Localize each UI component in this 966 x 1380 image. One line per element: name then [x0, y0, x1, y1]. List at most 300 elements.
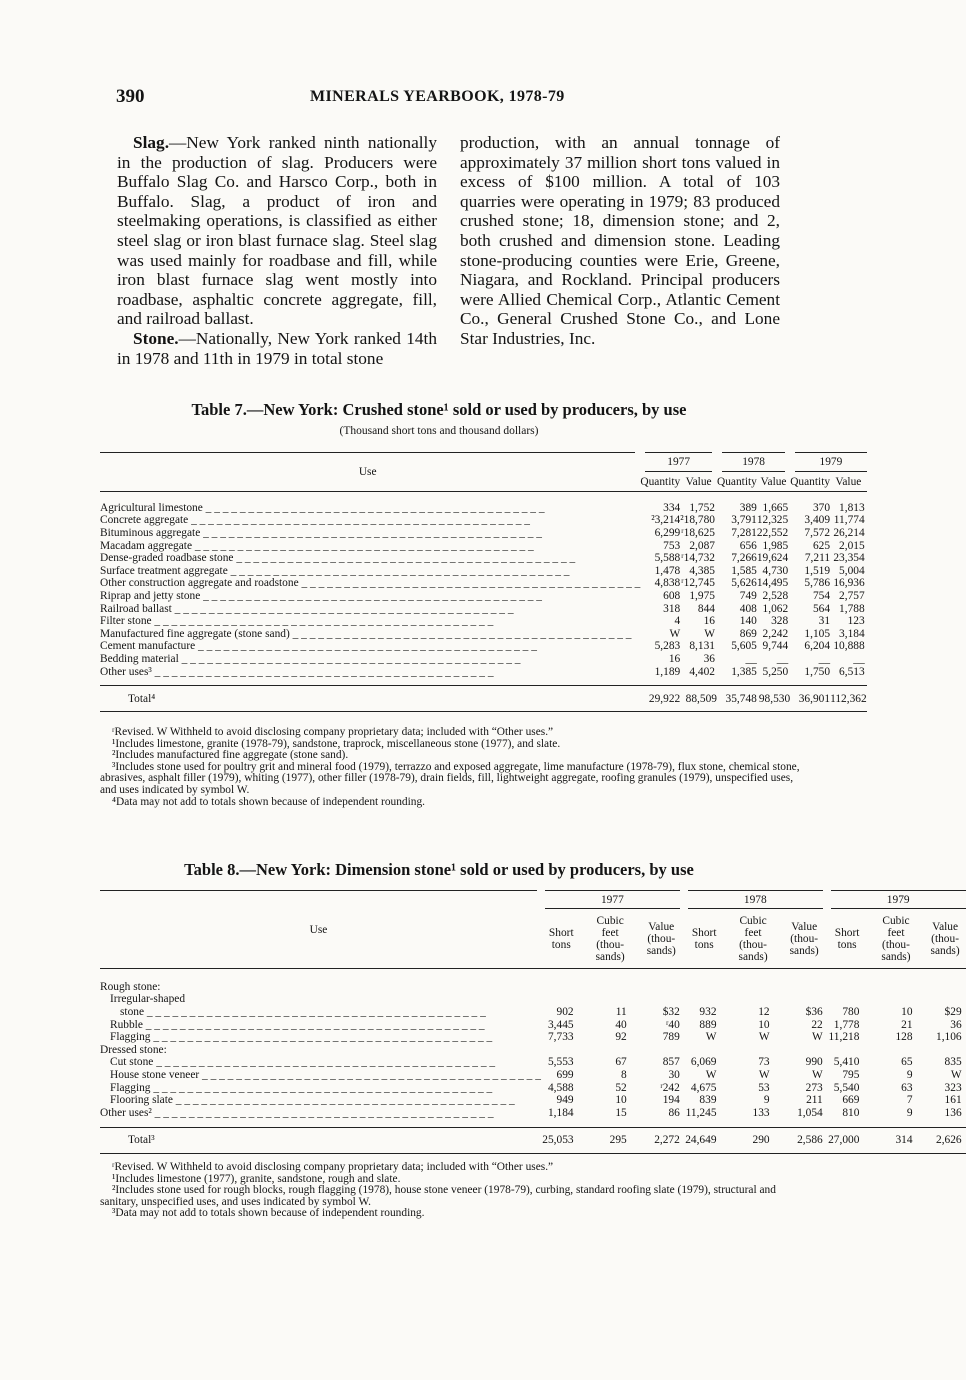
text-column-right [460, 133, 780, 349]
separator-row [100, 678, 867, 686]
table8-value-cell [782, 1043, 827, 1056]
table8-value-cell: 22 [811, 1018, 823, 1031]
table7-total-cell: 35,748 [725, 692, 757, 705]
table8-value-cell [867, 981, 924, 994]
table8-row [100, 1006, 966, 1019]
separator-row [100, 1119, 966, 1127]
table7-row [100, 577, 867, 590]
table8-value-cell: 10 [901, 1005, 913, 1018]
table8-row [100, 1018, 966, 1031]
table8-use-cell: Flagging _ _ _ _ _ _ _ _ _ _ _ _ _ _ _ _ _ _ _ _ _ _ _ _ _ _ _ _ _ _ _ _ _ _ _ _ _ _ _ _ [110, 1031, 493, 1044]
table7-value-cell: 869 [739, 627, 757, 640]
table7-value-cell: 4,385 [689, 564, 715, 577]
table8-value-cell [639, 981, 684, 994]
table8-total-row [100, 1127, 966, 1153]
page-number: 390 [116, 86, 145, 107]
stone-text-left: Nationally, New York ranked 14th in 1978 and 11th in 1979 in total stone [117, 328, 437, 368]
table8-cubic-feet-header: Cubic feet (thou-sands) [595, 914, 625, 963]
table8-value-cell: 86 [668, 1106, 680, 1119]
slag-paragraph: Slag.—New York ranked ninth nationally in the production of slag. Producers were Buffalo Slag Co. and Harsco Corp., both in Buffalo. Slag, a product of iron and steelmaking operations, is classified as either steel slag or iron blast furnace slag. Steel slag was used mainly for roadbase and fill, while iron blast furnace slag went mostly into roadbase, asphaltic concrete aggregate, fill, and railroad ballast. [117, 133, 437, 329]
table8-value-cell: W [758, 1031, 770, 1044]
table8-value-cell: 780 [842, 1005, 860, 1018]
table7-value-cell: 7,266 [731, 552, 757, 565]
slag-label: Slag. [133, 133, 170, 152]
table8-value-cell [582, 981, 639, 994]
table7-value-cell: 3,184 [839, 627, 865, 640]
table8-total-cell: 27,000 [828, 1134, 860, 1147]
table7-value-cell: 5,786 [804, 577, 831, 590]
table8-value-cell: 990 [805, 1056, 823, 1069]
table8-use-cell: stone _ _ _ _ _ _ _ _ _ _ _ _ _ _ _ _ _ _ _ _ _ _ _ _ _ _ _ _ _ _ _ _ _ _ _ _ _ _ _ _ [120, 1005, 486, 1018]
table7-use-header: Use [100, 453, 640, 492]
table8-short-tons-header: Short tons [691, 926, 717, 951]
table8-value-cell: 795 [842, 1068, 860, 1081]
table7-value-cell: 8,131 [689, 640, 715, 653]
table7-value-header: Value [760, 475, 787, 488]
table8-value-cell: 949 [556, 1094, 574, 1107]
running-title: MINERALS YEARBOOK, 1978-79 [310, 88, 565, 105]
table7-value-cell: 564 [812, 602, 831, 615]
table7-value-cell: 4,402 [689, 665, 715, 678]
table7-use-cell: Railroad ballast _ _ _ _ _ _ _ _ _ _ _ _ _ _ _ _ _ _ _ _ _ _ _ _ _ _ _ _ _ _ _ _ _ _ _ _ _ _ _ _ [100, 602, 514, 615]
table8-value-cell: 11 [615, 1005, 627, 1018]
spacer-row [100, 492, 867, 502]
table7-value-cell: 11,774 [833, 514, 865, 527]
table7-value-cell: 753 [663, 539, 681, 552]
table8-value-cell: 1,106 [936, 1031, 962, 1044]
table8-value-cell: 7,733 [547, 1031, 574, 1044]
table8-value-cell [582, 1043, 639, 1056]
table7-value-cell: 2,757 [839, 589, 865, 602]
table7-total-cell: 112,362 [830, 692, 867, 705]
table7-use-cell: Filter stone _ _ _ _ _ _ _ _ _ _ _ _ _ _ _ _ _ _ _ _ _ _ _ _ _ _ _ _ _ _ _ _ _ _ _ _ _ _ _ _ [100, 615, 494, 628]
table8-value-cell: ʳ40 [665, 1018, 680, 1031]
table8-value-cell: 10 [615, 1094, 627, 1107]
table8-value-cell: 8 [621, 1068, 627, 1081]
table7-year-header: 1978 [717, 453, 790, 472]
table7-value-cell: 318 [663, 602, 681, 615]
table8-value-cell: 73 [758, 1056, 770, 1069]
table7-value-header: Value [685, 475, 712, 488]
slag-text: New York ranked ninth nationally in the production of slag. Producers were Buffalo Slag Co. and Harsco Corp., both in Buffalo. Slag, a product of iron and steelmaking operations, is classified as either steel slag or iron blast furnace slag. Steel slag was used mainly for roadbase and fill, while iron blast furnace slag went mostly into roadbase, asphaltic concrete aggregate, fill, and railroad ballast. [117, 133, 437, 329]
table7-value-cell: 10,888 [833, 640, 865, 653]
table8-value-header: Value (thou-sands) [930, 920, 960, 957]
stone-text-right: production, with an annual tonnage of approximately 37 million short tons valued in excess of $100 million. A total of 103 quarries were operating in 1979; 83 produced crushed stone; 18, dimension stone; and 2, both crushed and dimension stone. Leading stone-producing counties were Erie, Greene, Niagara, and Rockland. Principal producers were Allied Chemical Corp., Atlantic Cement Co., General Crushed Stone Co., and Lone Star Industries, Inc. [460, 133, 780, 348]
table7-value-cell: 14,495 [756, 577, 789, 590]
table7-value-cell: 1,062 [762, 602, 789, 615]
table7-total-cell: 98,530 [758, 692, 791, 705]
table8-value-cell: 211 [806, 1094, 823, 1107]
table8-value-cell: 92 [615, 1031, 627, 1044]
table7-use-cell: Agricultural limestone _ _ _ _ _ _ _ _ _ _ _ _ _ _ _ _ _ _ _ _ _ _ _ _ _ _ _ _ _ _ _ _ _ _ _ _ _ _ _ _ [100, 501, 545, 514]
table7-value-cell: 5,605 [731, 640, 757, 653]
table7-use-cell: Bituminous aggregate _ _ _ _ _ _ _ _ _ _ _ _ _ _ _ _ _ _ _ _ _ _ _ _ _ _ _ _ _ _ _ _ _ _ _ _ _ _ _ _ [100, 526, 542, 539]
table8-value-cell: 36 [950, 1018, 962, 1031]
table7-value-cell: 608 [663, 589, 681, 602]
spacer-cell [100, 492, 867, 502]
table8-row [100, 1081, 966, 1094]
table7-row [100, 514, 867, 527]
table8-value-cell: W [705, 1068, 717, 1081]
table7-use-cell: Manufactured fine aggregate (stone sand) _ _ _ _ _ _ _ _ _ _ _ _ _ _ _ _ _ _ _ _ _ _ _ _ _ _ _ _ _ _ _ _ _ _ _ _ _ _ _ _ [100, 627, 632, 640]
table7-value-cell: 1,385 [731, 665, 757, 678]
table8-value-cell: $32 [662, 1005, 680, 1018]
table7-use-cell: Other uses³ _ _ _ _ _ _ _ _ _ _ _ _ _ _ _ _ _ _ _ _ _ _ _ _ _ _ _ _ _ _ _ _ _ _ _ _ _ _ _ _ [100, 665, 494, 678]
table8-value-cell: 789 [662, 1031, 680, 1044]
table8-value-cell: 12 [758, 1005, 770, 1018]
table7-value-cell: 5,588 [654, 552, 681, 565]
table7-value-cell: 7,211 [804, 552, 831, 565]
table8-value-header: Value (thou-sands) [789, 920, 819, 957]
table8-value-cell: 1,778 [833, 1018, 860, 1031]
table7-value-cell: 1,519 [804, 564, 831, 577]
table7-value-cell: 4 [674, 615, 681, 628]
table7-row [100, 640, 867, 653]
table7-total-cell: 36,901 [798, 692, 831, 705]
table8-row [100, 1094, 966, 1107]
table7-value-cell: 370 [812, 501, 831, 514]
table8-row [100, 1043, 966, 1056]
table8-row [100, 1106, 966, 1119]
table8-row [100, 993, 966, 1006]
table7-value-cell: 3,409 [804, 514, 831, 527]
table8-use-cell: Flooring slate _ _ _ _ _ _ _ _ _ _ _ _ _ _ _ _ _ _ _ _ _ _ _ _ _ _ _ _ _ _ _ _ _ _ _ _ _ _ _ _ [110, 1094, 515, 1107]
table7-use-cell: Surface treatment aggregate _ _ _ _ _ _ _ _ _ _ _ _ _ _ _ _ _ _ _ _ _ _ _ _ _ _ _ _ _ _ _ _ _ _ _ _ _ _ _ _ [100, 564, 570, 577]
separator-cell [100, 1119, 966, 1127]
table8-value-header: Value (thou-sands) [646, 920, 676, 957]
table8-value-cell: 67 [615, 1056, 627, 1069]
table8-use-cell: Flagging _ _ _ _ _ _ _ _ _ _ _ _ _ _ _ _ _ _ _ _ _ _ _ _ _ _ _ _ _ _ _ _ _ _ _ _ _ _ _ _ [110, 1081, 493, 1094]
table8-value-cell: 669 [842, 1094, 860, 1107]
table8-value-cell: 9 [906, 1068, 913, 1081]
table8-total-cell: 290 [752, 1134, 770, 1147]
table8-row [100, 1031, 966, 1044]
table7-year-header: 1979 [790, 453, 866, 472]
table8-value-cell: 323 [944, 1081, 962, 1094]
table8-year-header: 1977 [541, 891, 684, 909]
table7-value-cell: 656 [739, 539, 757, 552]
table8-value-cell [725, 981, 782, 994]
table7-value-cell: 2,015 [839, 539, 865, 552]
table8-value-cell [925, 1043, 966, 1056]
table7-value-cell: 1,665 [762, 501, 789, 514]
separator-cell [100, 678, 867, 686]
table7-value-cell: 3,791 [731, 514, 757, 527]
table7-footnotes [100, 727, 800, 808]
table8-value-cell [639, 993, 684, 1006]
table8-value-cell: 53 [758, 1081, 770, 1094]
table8-total-cell: 314 [895, 1134, 913, 1147]
table7-value-cell: 754 [812, 589, 831, 602]
table7-value-cell: 1,750 [804, 665, 831, 678]
table7-value-header: Value [835, 475, 862, 488]
table8-value-cell [684, 993, 725, 1006]
table8-value-cell: 4,675 [690, 1081, 717, 1094]
table7-use-cell: Other construction aggregate and roadstone _ _ _ _ _ _ _ _ _ _ _ _ _ _ _ _ _ _ _ _ _ _ _ _ _ _ _ _ _ _ _ _ _ _ _ _ _ _ _ _ [100, 577, 641, 590]
table8-total-cell: 25,053 [542, 1134, 574, 1147]
table7-subtitle: (Thousand short tons and thousand dollars) [339, 425, 539, 437]
table7-value-cell: 5,004 [839, 564, 865, 577]
table8-value-cell: W [811, 1068, 823, 1081]
table7-row [100, 653, 867, 666]
table8-value-cell [541, 1043, 582, 1056]
table8-value-cell [541, 993, 582, 1006]
table8-value-cell: 5,553 [547, 1056, 574, 1069]
table7-value-cell: 16,936 [833, 577, 865, 590]
text-column-left [117, 133, 437, 368]
table8-row [100, 1069, 966, 1082]
table7-total-cell: 29,922 [648, 692, 681, 705]
table7-row [100, 564, 867, 577]
table7-value-cell: 19,624 [756, 552, 789, 565]
table7-title: Table 7.—New York: Crushed stone¹ sold or used by producers, by use [191, 400, 687, 419]
table8-value-cell [782, 981, 827, 994]
table7-quantity-header: Quantity [716, 475, 757, 488]
table8-value-cell: 128 [895, 1031, 913, 1044]
table8-value-cell: 30 [668, 1068, 680, 1081]
table8-value-cell: W [705, 1031, 717, 1044]
table7-value-cell: __ [853, 652, 865, 665]
table8-value-cell: ʳ242 [660, 1081, 680, 1094]
table7-use-cell: Macadam aggregate _ _ _ _ _ _ _ _ _ _ _ _ _ _ _ _ _ _ _ _ _ _ _ _ _ _ _ _ _ _ _ _ _ _ _ _ _ _ _ _ [100, 539, 534, 552]
table8-footnote: ¹Includes limestone (1977), granite, sandstone, rough and slate. [112, 1172, 401, 1185]
table7-value-cell: __ [776, 652, 789, 665]
table8-value-cell: 3,445 [547, 1018, 574, 1031]
table8-value-cell: W [811, 1031, 823, 1044]
table8-value-cell: 133 [752, 1106, 770, 1119]
table7-value-cell: 328 [771, 615, 789, 628]
table7-value-cell: 844 [697, 602, 715, 615]
table8-use-cell: Cut stone _ _ _ _ _ _ _ _ _ _ _ _ _ _ _ _ _ _ _ _ _ _ _ _ _ _ _ _ _ _ _ _ _ _ _ _ _ _ _ _ [110, 1056, 496, 1069]
table7-use-cell: Cement manufacture _ _ _ _ _ _ _ _ _ _ _ _ _ _ _ _ _ _ _ _ _ _ _ _ _ _ _ _ _ _ _ _ _ _ _ _ _ _ _ _ [100, 640, 537, 653]
table7-value-cell: 2,087 [689, 539, 715, 552]
table7-total-row [100, 686, 867, 712]
table8-value-cell: 7 [906, 1094, 913, 1107]
table8-short-tons-header: Short tons [834, 926, 860, 951]
table8-value-cell: 889 [699, 1018, 717, 1031]
table7-value-cell: 4,838 [654, 577, 681, 590]
table8-value-cell: 5,540 [833, 1081, 860, 1094]
table7-value-cell: 1,585 [731, 564, 757, 577]
table8-value-cell: 21 [901, 1018, 913, 1031]
table7-value-cell: 123 [847, 615, 865, 628]
table8-value-cell: 902 [556, 1005, 574, 1018]
table7-value-cell: 625 [812, 539, 831, 552]
table8-value-cell [639, 1043, 684, 1056]
table7-value-cell: 6,513 [839, 665, 865, 678]
table7-quantity-header: Quantity [790, 475, 831, 488]
table7-value-cell: __ [818, 652, 831, 665]
table7-value-cell: 408 [739, 602, 757, 615]
table8-total-cell: 2,272 [654, 1134, 680, 1147]
table7-value-cell: 1,788 [839, 602, 865, 615]
table8-footnote: ²Includes stone used for rough blocks, rough flagging (1978), house stone veneer (1978-79), curbing, standard roofing slate (1979), structural and sanitary, unspecified uses, and uses indicated by symbol W. [100, 1184, 776, 1208]
table8-use-cell: House stone veneer _ _ _ _ _ _ _ _ _ _ _ _ _ _ _ _ _ _ _ _ _ _ _ _ _ _ _ _ _ _ _ _ _ _ _ _ _ _ _ _ [110, 1068, 541, 1081]
table7-row [100, 665, 867, 678]
table7-value-cell: 1,752 [689, 501, 715, 514]
table8-total-cell: 2,626 [936, 1134, 962, 1147]
table8-value-cell: 11,245 [685, 1106, 717, 1119]
table7-row [100, 552, 867, 565]
table8-value-cell: 857 [662, 1056, 680, 1069]
table7-value-cell: 1,189 [654, 665, 681, 678]
table7-row [100, 615, 867, 628]
table8-value-cell: 40 [615, 1018, 627, 1031]
table8-use-cell: Irregular-shaped [110, 993, 186, 1006]
table8-value-cell [541, 981, 582, 994]
table7-footnote: ³Includes stone used for poultry grit and mineral food (1979), terrazzo and exposed aggregate, lime manufacture (1978-79), flux stone, chemical stone, abrasives, asphalt filler (1979), whiting (1977), other filler (1978-79), drain fields, fill, lightweight aggregate, roofing granules (1979), unspecified uses, and uses indicated by symbol W. [100, 760, 800, 796]
table7-value-cell: 6,299 [654, 526, 681, 539]
table8-value-cell: 5,410 [833, 1056, 860, 1069]
table8-total-label: Total³ [128, 1134, 155, 1147]
table8-value-cell [725, 1043, 782, 1056]
table8-value-cell: 699 [556, 1068, 574, 1081]
table8-value-cell: 810 [842, 1106, 860, 1119]
table7-footnote: ¹Includes limestone, granite (1978-79), sandstone, traprock, miscellaneous stone (1977), and slate. [112, 737, 561, 750]
table7-value-cell: 6,204 [804, 640, 831, 653]
table7-value-cell: 26,214 [833, 526, 865, 539]
table7-value-cell: 140 [739, 615, 757, 628]
table7-total-label: Total⁴ [128, 692, 156, 705]
table7-value-cell: ²3,214 [651, 514, 681, 527]
table7-value-cell: 4,730 [762, 564, 789, 577]
table8-value-cell: W [950, 1068, 962, 1081]
table8-footnote: ³Data may not add to totals shown because of independent rounding. [112, 1207, 425, 1220]
table8-short-tons-header: Short tons [548, 926, 574, 951]
table7-value-cell: W [704, 627, 715, 640]
table8-value-cell [827, 1043, 868, 1056]
table8-value-cell [827, 981, 868, 994]
table8-value-cell [782, 993, 827, 1006]
table7-value-cell: 31 [818, 615, 831, 628]
table7-value-cell: 7,572 [804, 526, 831, 539]
spacer-cell [100, 969, 966, 981]
table8-value-cell: 835 [944, 1056, 962, 1069]
table8-value-cell [827, 993, 868, 1006]
table8-value-cell: 1,054 [797, 1106, 823, 1119]
table7-value-cell: 1,985 [762, 539, 789, 552]
table8-value-cell: 15 [615, 1106, 627, 1119]
table7-value-cell: ʳ14,732 [681, 552, 715, 565]
table7-value-cell: W [669, 627, 681, 640]
table7-value-cell: 2,242 [762, 627, 789, 640]
table8-cubic-feet-header: Cubic feet (thou-sands) [881, 914, 911, 963]
table8-value-cell [582, 993, 639, 1006]
table8-total-cell: 24,649 [685, 1134, 717, 1147]
table8-total-cell: 295 [609, 1134, 627, 1147]
table7-use-cell: Riprap and jetty stone _ _ _ _ _ _ _ _ _ _ _ _ _ _ _ _ _ _ _ _ _ _ _ _ _ _ _ _ _ _ _ _ _ _ _ _ _ _ _ _ [100, 589, 542, 602]
table8-use-cell: Rough stone: [100, 980, 161, 993]
table7-value-cell: ʳ12,745 [681, 577, 715, 590]
table7-footnote: ⁴Data may not add to totals shown because of independent rounding. [112, 795, 426, 808]
table7-value-cell: __ [745, 652, 757, 665]
table8-value-cell [867, 1043, 924, 1056]
table8-row [100, 1056, 966, 1069]
table7-value-cell: 749 [739, 589, 757, 602]
table7-value-cell: 1,975 [689, 589, 715, 602]
table7-year-header: 1977 [640, 453, 717, 472]
table8-value-cell: 11,218 [828, 1031, 860, 1044]
table7-use-cell: Dense-graded roadbase stone _ _ _ _ _ _ _ _ _ _ _ _ _ _ _ _ _ _ _ _ _ _ _ _ _ _ _ _ _ _ _ _ _ _ _ _ _ _ _ _ [100, 552, 576, 565]
table8-value-cell [684, 981, 725, 994]
table7-value-cell: ʳ18,625 [681, 526, 715, 539]
table7-value-cell: 16 [668, 652, 681, 665]
table7-value-cell: 1,105 [804, 627, 831, 640]
table7-value-cell: 334 [663, 501, 681, 514]
table8-use-cell: Rubble _ _ _ _ _ _ _ _ _ _ _ _ _ _ _ _ _ _ _ _ _ _ _ _ _ _ _ _ _ _ _ _ _ _ _ _ _ _ _ _ [110, 1018, 485, 1031]
table8-footnotes [100, 1162, 800, 1220]
table8-value-cell: 52 [615, 1081, 627, 1094]
table8-year-header: 1978 [684, 891, 827, 909]
table7-value-cell: 12,325 [756, 514, 789, 527]
table8-value-cell: 194 [662, 1094, 680, 1107]
table7-row [100, 539, 867, 552]
table8-value-cell: 1,184 [547, 1106, 574, 1119]
table7-row [100, 602, 867, 615]
table7-row [100, 502, 867, 515]
table8-value-cell: $29 [944, 1005, 962, 1018]
table7-value-cell: 23,354 [833, 552, 865, 565]
table8-value-cell: 932 [699, 1005, 717, 1018]
table7-value-cell: 5,250 [762, 665, 789, 678]
table7 [100, 452, 867, 712]
table8-cubic-feet-header: Cubic feet (thou-sands) [738, 914, 768, 963]
table7-value-cell: 7,281 [731, 526, 757, 539]
table8-value-cell: $36 [805, 1005, 823, 1018]
stone-paragraph: Stone.—Nationally, New York ranked 14th in 1978 and 11th in 1979 in total stone [117, 328, 437, 368]
table8-use-header: Use [100, 891, 541, 969]
table8-value-cell [925, 981, 966, 994]
table8-value-cell: 4,588 [547, 1081, 574, 1094]
table8-value-cell: 9 [763, 1094, 770, 1107]
table7-value-cell: 36 [703, 652, 715, 665]
table7-value-cell: 5,626 [731, 577, 757, 590]
table7-footnote: ²Includes manufactured fine aggregate (stone sand). [112, 749, 349, 762]
table8-value-cell: 10 [758, 1018, 770, 1031]
table7-value-cell: 5,283 [654, 640, 681, 653]
table8-title: Table 8.—New York: Dimension stone¹ sold or used by producers, by use [184, 860, 694, 879]
table8-value-cell [925, 993, 966, 1006]
table8-value-cell: W [758, 1068, 770, 1081]
table8-value-cell: 6,069 [690, 1056, 717, 1069]
table8-value-cell: 136 [944, 1106, 962, 1119]
table8-use-cell: Other uses² _ _ _ _ _ _ _ _ _ _ _ _ _ _ _ _ _ _ _ _ _ _ _ _ _ _ _ _ _ _ _ _ _ _ _ _ _ _ _ _ [100, 1106, 494, 1119]
table7-value-cell: 1,478 [654, 564, 681, 577]
table7-row [100, 627, 867, 640]
table8-value-cell: 65 [901, 1056, 913, 1069]
table7-value-cell: 389 [739, 501, 757, 514]
table8-value-cell: 63 [901, 1081, 913, 1094]
spacer-row [100, 969, 966, 981]
table7-footnote: ʳRevised. W Withheld to avoid disclosing company proprietary data; included with “Other uses.” [112, 726, 554, 738]
table8-footnote: ʳRevised. W Withheld to avoid disclosing company proprietary data; included with “Other uses.” [112, 1161, 554, 1173]
table7-value-cell: 1,813 [839, 501, 865, 514]
table7-value-cell: 9,744 [762, 640, 789, 653]
table7-use-cell: Concrete aggregate _ _ _ _ _ _ _ _ _ _ _ _ _ _ _ _ _ _ _ _ _ _ _ _ _ _ _ _ _ _ _ _ _ _ _ _ _ _ _ _ [100, 514, 530, 527]
table8-value-cell [684, 1043, 725, 1056]
table8-year-header: 1979 [827, 891, 966, 909]
table7-row [100, 590, 867, 603]
stone-label: Stone. [133, 328, 179, 348]
table8-value-cell [725, 993, 782, 1006]
table7-quantity-header: Quantity [640, 475, 681, 488]
table8-value-cell: 839 [699, 1094, 717, 1107]
table7-value-cell: 16 [703, 615, 715, 628]
table8-value-cell [867, 993, 924, 1006]
table7-value-cell: ²18,780 [680, 514, 715, 527]
table8-value-cell: 161 [944, 1094, 962, 1107]
table8-use-cell: Dressed stone: [100, 1043, 167, 1056]
